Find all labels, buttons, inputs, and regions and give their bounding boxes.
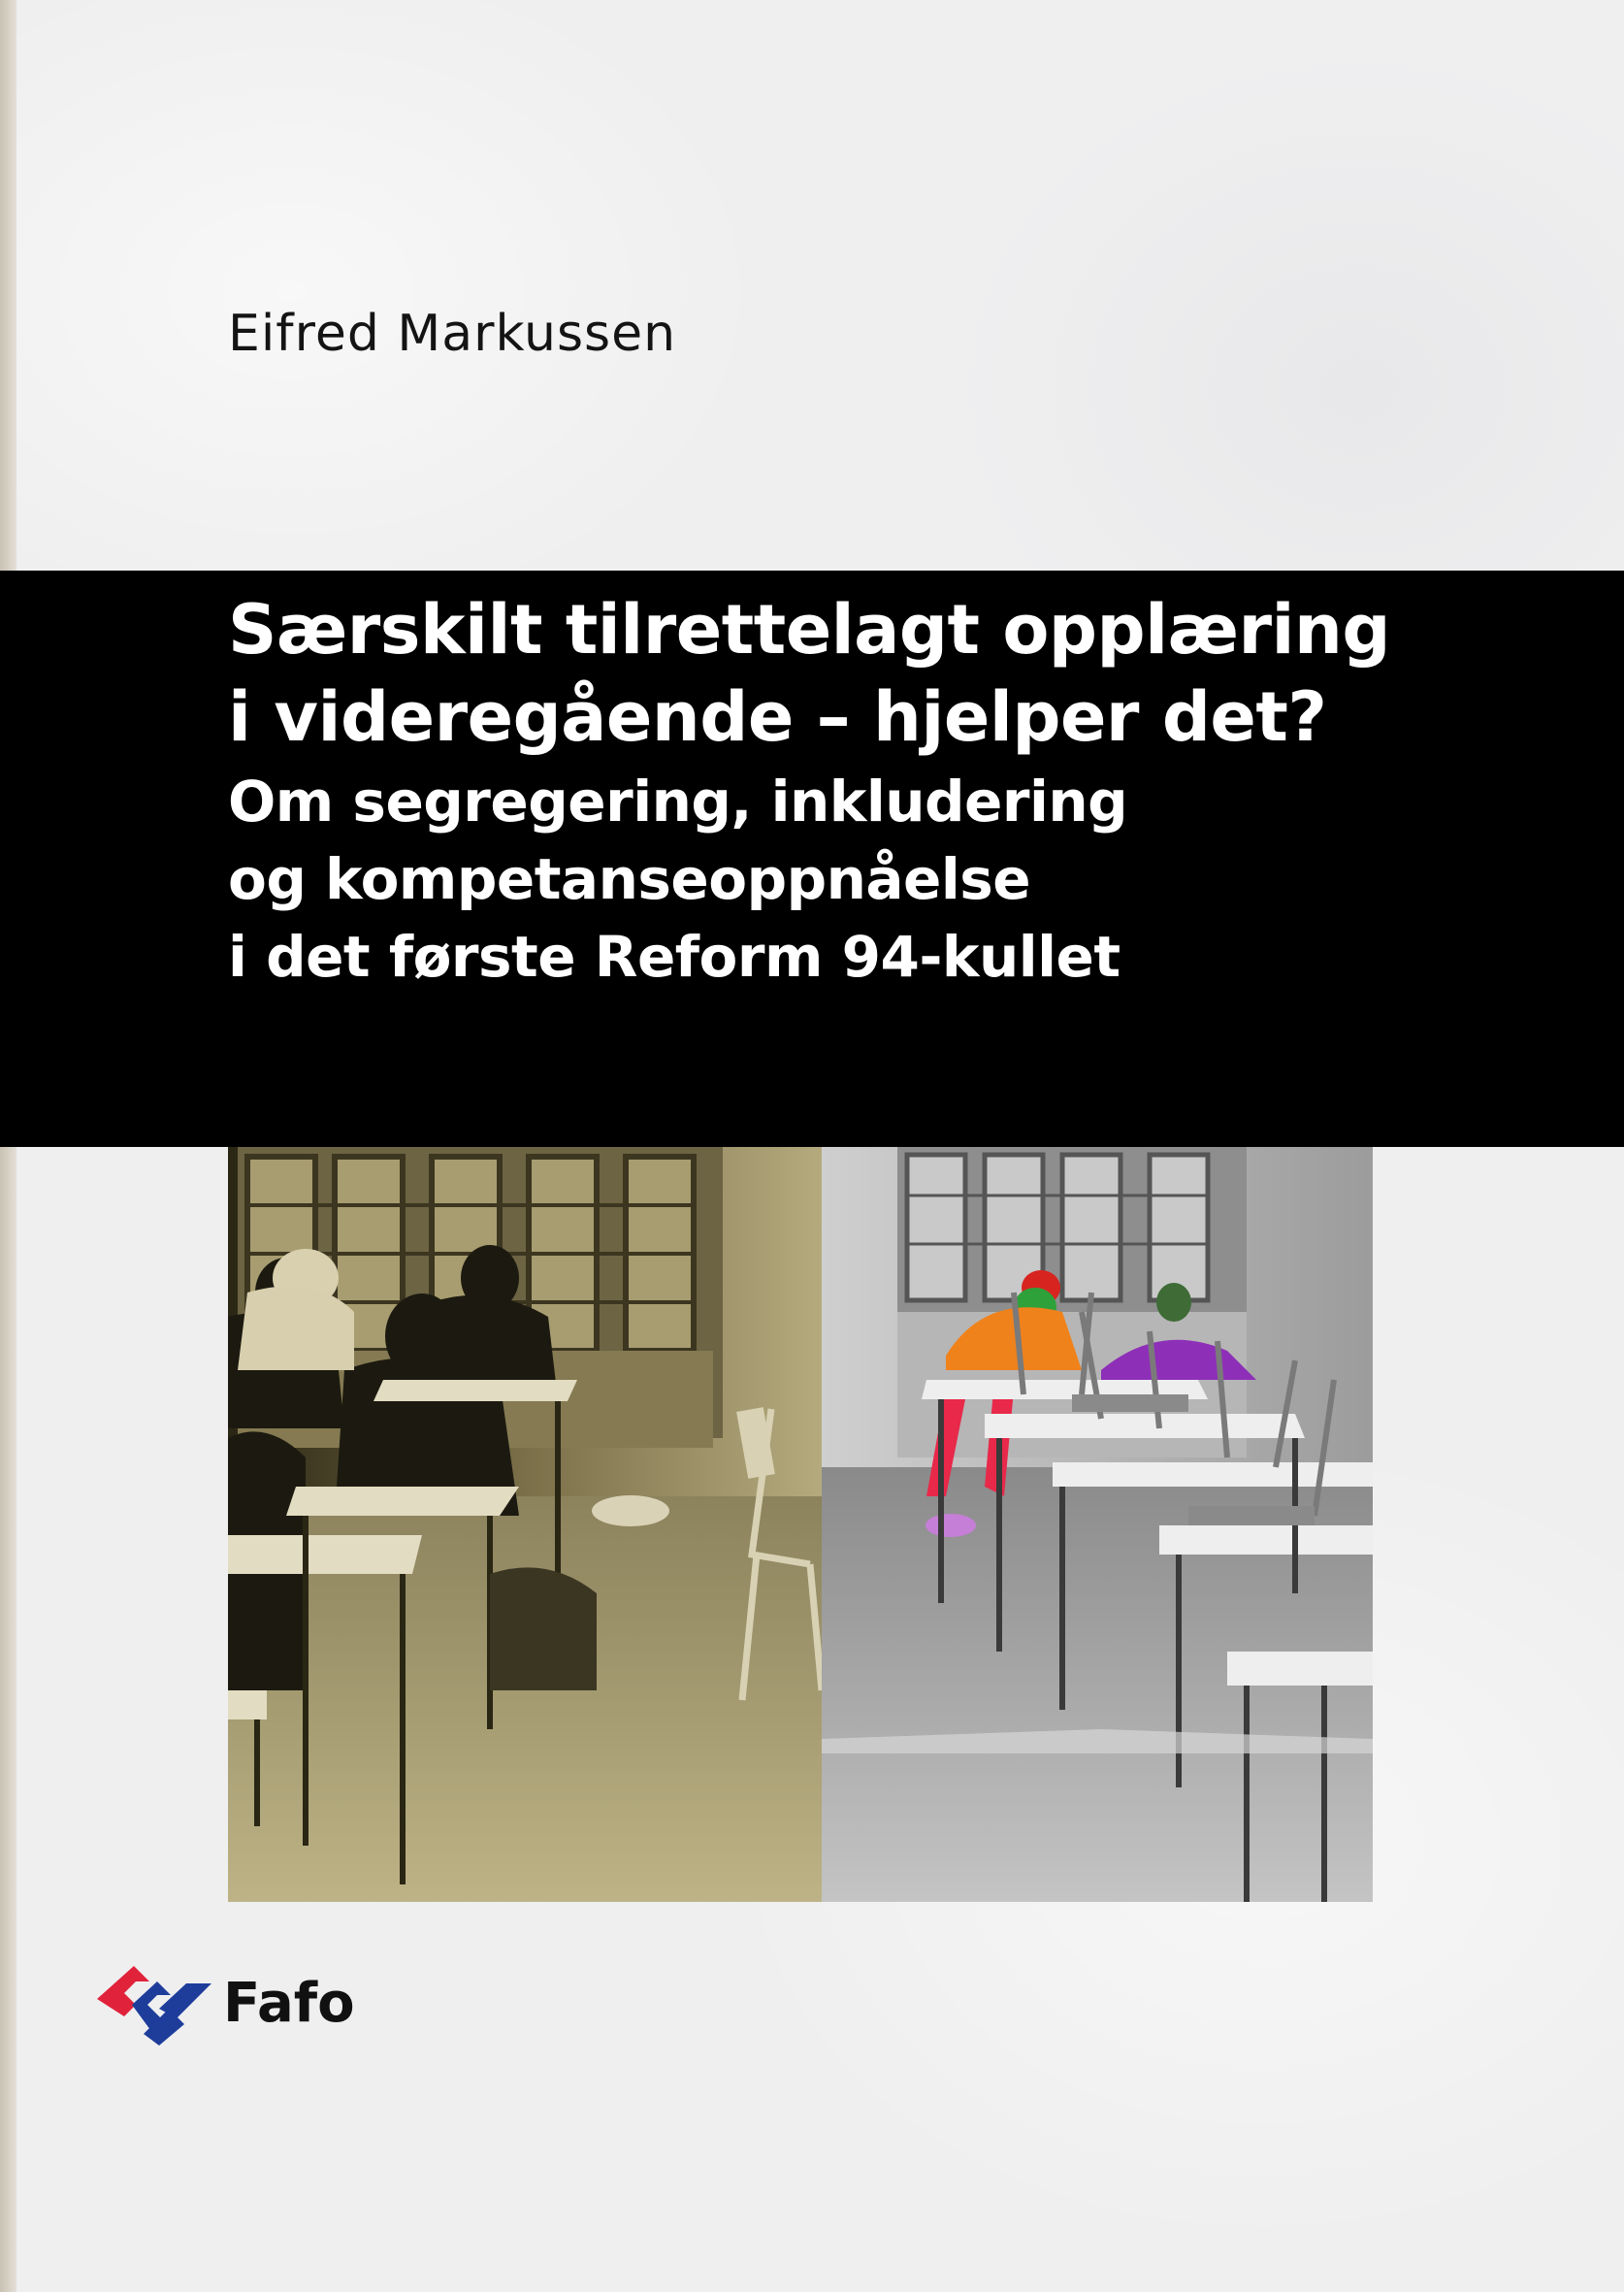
publisher-name: Fafo [223,1972,355,2035]
book-subtitle [228,763,1127,996]
photo-left-sepia [228,1147,822,1902]
cover-photo [228,1147,1373,1902]
photo-right-grey [822,1147,1373,1902]
title-line: i videregående – hjelper det? [228,677,1327,757]
title-line: Særskilt tilrettelagt opplæring [228,590,1390,670]
author-name: Eifred Markussen [228,305,677,363]
subtitle-line: og kompetanseoppnåelse [228,846,1031,912]
subtitle-line: i det første Reform 94-kullet [228,924,1121,990]
subtitle-line: Om segregering, inkludering [228,769,1128,835]
book-title [228,586,1390,761]
